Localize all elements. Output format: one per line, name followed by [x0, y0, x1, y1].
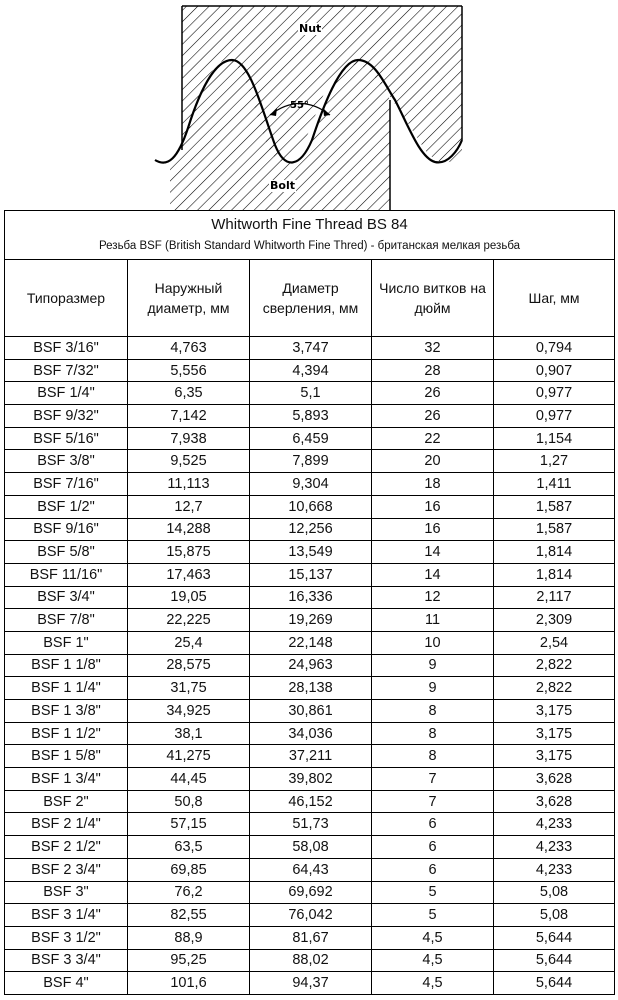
cell-drill-diameter: 37,211 [250, 745, 372, 768]
cell-drill-diameter: 3,747 [250, 337, 372, 360]
table-row [5, 609, 615, 632]
cell-size: BSF 1 3/8" [5, 700, 128, 723]
cell-size: BSF 3 1/2" [5, 926, 128, 949]
cell-size: BSF 1/2" [5, 495, 128, 518]
table-row [5, 541, 615, 564]
table-header-row [5, 260, 615, 337]
cell-outer-diameter: 44,45 [128, 768, 250, 791]
table-title: Whitworth Fine Thread BS 84 [211, 215, 408, 233]
cell-pitch: 1,587 [494, 518, 615, 541]
table-row [5, 677, 615, 700]
cell-pitch: 3,628 [494, 790, 615, 813]
cell-drill-diameter: 7,899 [250, 450, 372, 473]
cell-pitch: 1,27 [494, 450, 615, 473]
cell-threads-per-inch: 4,5 [372, 972, 494, 995]
cell-threads-per-inch: 28 [372, 359, 494, 382]
cell-size: BSF 1" [5, 631, 128, 654]
cell-threads-per-inch: 14 [372, 563, 494, 586]
thread-profile-diagram [0, 0, 618, 210]
cell-outer-diameter: 38,1 [128, 722, 250, 745]
cell-drill-diameter: 94,37 [250, 972, 372, 995]
table-row [5, 972, 615, 995]
table-row [5, 745, 615, 768]
cell-size: BSF 3/16" [5, 337, 128, 360]
cell-outer-diameter: 22,225 [128, 609, 250, 632]
cell-drill-diameter: 5,893 [250, 405, 372, 428]
cell-outer-diameter: 6,35 [128, 382, 250, 405]
cell-pitch: 2,822 [494, 677, 615, 700]
cell-drill-diameter: 51,73 [250, 813, 372, 836]
cell-outer-diameter: 82,55 [128, 904, 250, 927]
cell-size: BSF 2 1/2" [5, 836, 128, 859]
cell-size: BSF 3 1/4" [5, 904, 128, 927]
cell-outer-diameter: 41,275 [128, 745, 250, 768]
cell-outer-diameter: 7,938 [128, 427, 250, 450]
cell-threads-per-inch: 20 [372, 450, 494, 473]
cell-pitch: 1,154 [494, 427, 615, 450]
cell-drill-diameter: 15,137 [250, 563, 372, 586]
cell-size: BSF 3 3/4" [5, 949, 128, 972]
cell-size: BSF 2 1/4" [5, 813, 128, 836]
bsf-thread-table [4, 210, 614, 995]
table-row [5, 631, 615, 654]
cell-pitch: 0,907 [494, 359, 615, 382]
cell-pitch: 5,644 [494, 972, 615, 995]
table-row [5, 858, 615, 881]
cell-pitch: 2,54 [494, 631, 615, 654]
cell-size: BSF 1 5/8" [5, 745, 128, 768]
cell-size: BSF 7/16" [5, 473, 128, 496]
cell-threads-per-inch: 16 [372, 518, 494, 541]
table-row [5, 700, 615, 723]
cell-drill-diameter: 69,692 [250, 881, 372, 904]
cell-pitch: 1,411 [494, 473, 615, 496]
cell-threads-per-inch: 5 [372, 881, 494, 904]
cell-threads-per-inch: 32 [372, 337, 494, 360]
cell-pitch: 3,628 [494, 768, 615, 791]
cell-size: BSF 11/16" [5, 563, 128, 586]
header-size: Типоразмер [5, 260, 128, 337]
cell-size: BSF 1 1/8" [5, 654, 128, 677]
cell-threads-per-inch: 8 [372, 745, 494, 768]
cell-threads-per-inch: 4,5 [372, 926, 494, 949]
cell-pitch: 3,175 [494, 700, 615, 723]
table-row [5, 473, 615, 496]
cell-drill-diameter: 6,459 [250, 427, 372, 450]
table-row [5, 813, 615, 836]
cell-threads-per-inch: 9 [372, 654, 494, 677]
cell-outer-diameter: 5,556 [128, 359, 250, 382]
cell-outer-diameter: 12,7 [128, 495, 250, 518]
cell-size: BSF 1/4" [5, 382, 128, 405]
cell-threads-per-inch: 6 [372, 813, 494, 836]
cell-drill-diameter: 16,336 [250, 586, 372, 609]
table-row [5, 722, 615, 745]
cell-pitch: 1,814 [494, 563, 615, 586]
table-row [5, 405, 615, 428]
cell-threads-per-inch: 9 [372, 677, 494, 700]
cell-outer-diameter: 11,113 [128, 473, 250, 496]
cell-drill-diameter: 64,43 [250, 858, 372, 881]
table-row [5, 586, 615, 609]
cell-size: BSF 4" [5, 972, 128, 995]
angle-label: 55° [290, 100, 309, 111]
cell-outer-diameter: 28,575 [128, 654, 250, 677]
table-row [5, 337, 615, 360]
cell-threads-per-inch: 5 [372, 904, 494, 927]
cell-pitch: 0,977 [494, 382, 615, 405]
cell-pitch: 2,117 [494, 586, 615, 609]
cell-size: BSF 1 1/2" [5, 722, 128, 745]
cell-size: BSF 3/4" [5, 586, 128, 609]
cell-drill-diameter: 10,668 [250, 495, 372, 518]
cell-pitch: 1,587 [494, 495, 615, 518]
cell-size: BSF 1 1/4" [5, 677, 128, 700]
cell-pitch: 4,233 [494, 813, 615, 836]
cell-size: BSF 2 3/4" [5, 858, 128, 881]
cell-pitch: 5,644 [494, 949, 615, 972]
cell-drill-diameter: 28,138 [250, 677, 372, 700]
cell-threads-per-inch: 6 [372, 858, 494, 881]
cell-drill-diameter: 58,08 [250, 836, 372, 859]
table-title-row [5, 211, 615, 260]
cell-threads-per-inch: 10 [372, 631, 494, 654]
cell-drill-diameter: 46,152 [250, 790, 372, 813]
cell-size: BSF 2" [5, 790, 128, 813]
cell-outer-diameter: 101,6 [128, 972, 250, 995]
cell-outer-diameter: 57,15 [128, 813, 250, 836]
table-row [5, 881, 615, 904]
table-row [5, 926, 615, 949]
cell-drill-diameter: 13,549 [250, 541, 372, 564]
cell-drill-diameter: 30,861 [250, 700, 372, 723]
cell-pitch: 4,233 [494, 858, 615, 881]
cell-outer-diameter: 63,5 [128, 836, 250, 859]
cell-outer-diameter: 69,85 [128, 858, 250, 881]
cell-drill-diameter: 76,042 [250, 904, 372, 927]
cell-drill-diameter: 81,67 [250, 926, 372, 949]
cell-size: BSF 7/32" [5, 359, 128, 382]
table-row [5, 495, 615, 518]
header-outer-diameter: Наружный диаметр, мм [128, 260, 250, 337]
cell-threads-per-inch: 16 [372, 495, 494, 518]
cell-threads-per-inch: 7 [372, 790, 494, 813]
table-row [5, 654, 615, 677]
cell-pitch: 3,175 [494, 722, 615, 745]
cell-drill-diameter: 22,148 [250, 631, 372, 654]
cell-drill-diameter: 24,963 [250, 654, 372, 677]
cell-outer-diameter: 15,875 [128, 541, 250, 564]
cell-outer-diameter: 4,763 [128, 337, 250, 360]
table-row [5, 359, 615, 382]
cell-threads-per-inch: 26 [372, 405, 494, 428]
cell-pitch: 1,814 [494, 541, 615, 564]
table-row [5, 790, 615, 813]
table-row [5, 563, 615, 586]
cell-pitch: 2,822 [494, 654, 615, 677]
cell-size: BSF 5/8" [5, 541, 128, 564]
cell-threads-per-inch: 22 [372, 427, 494, 450]
cell-outer-diameter: 31,75 [128, 677, 250, 700]
cell-threads-per-inch: 7 [372, 768, 494, 791]
cell-drill-diameter: 5,1 [250, 382, 372, 405]
cell-size: BSF 3/8" [5, 450, 128, 473]
cell-threads-per-inch: 8 [372, 700, 494, 723]
cell-outer-diameter: 7,142 [128, 405, 250, 428]
cell-threads-per-inch: 14 [372, 541, 494, 564]
cell-outer-diameter: 88,9 [128, 926, 250, 949]
table-row [5, 836, 615, 859]
cell-threads-per-inch: 4,5 [372, 949, 494, 972]
table-subtitle: Резьба BSF (British Standard Whitworth Fine Thred) - британская мелкая резьба [98, 239, 521, 252]
cell-outer-diameter: 14,288 [128, 518, 250, 541]
cell-size: BSF 1 3/4" [5, 768, 128, 791]
cell-pitch: 5,08 [494, 904, 615, 927]
cell-size: BSF 5/16" [5, 427, 128, 450]
table-row [5, 904, 615, 927]
table-row [5, 518, 615, 541]
cell-outer-diameter: 19,05 [128, 586, 250, 609]
cell-pitch: 4,233 [494, 836, 615, 859]
cell-pitch: 2,309 [494, 609, 615, 632]
bolt-label: Bolt [270, 179, 295, 192]
header-drill-diameter: Диаметр сверления, мм [250, 260, 372, 337]
cell-size: BSF 9/32" [5, 405, 128, 428]
cell-drill-diameter: 88,02 [250, 949, 372, 972]
cell-threads-per-inch: 18 [372, 473, 494, 496]
table-row [5, 949, 615, 972]
cell-pitch: 3,175 [494, 745, 615, 768]
cell-drill-diameter: 39,802 [250, 768, 372, 791]
cell-size: BSF 9/16" [5, 518, 128, 541]
cell-outer-diameter: 25,4 [128, 631, 250, 654]
table-row [5, 768, 615, 791]
cell-threads-per-inch: 8 [372, 722, 494, 745]
cell-outer-diameter: 95,25 [128, 949, 250, 972]
cell-threads-per-inch: 12 [372, 586, 494, 609]
cell-drill-diameter: 34,036 [250, 722, 372, 745]
header-pitch: Шаг, мм [494, 260, 615, 337]
nut-label: Nut [299, 22, 322, 35]
cell-drill-diameter: 9,304 [250, 473, 372, 496]
cell-outer-diameter: 76,2 [128, 881, 250, 904]
cell-size: BSF 7/8" [5, 609, 128, 632]
cell-size: BSF 3" [5, 881, 128, 904]
cell-outer-diameter: 17,463 [128, 563, 250, 586]
cell-drill-diameter: 4,394 [250, 359, 372, 382]
cell-pitch: 0,977 [494, 405, 615, 428]
cell-threads-per-inch: 11 [372, 609, 494, 632]
table-title-cell [5, 211, 615, 260]
cell-outer-diameter: 50,8 [128, 790, 250, 813]
cell-threads-per-inch: 6 [372, 836, 494, 859]
cell-pitch: 5,644 [494, 926, 615, 949]
cell-threads-per-inch: 26 [372, 382, 494, 405]
cell-outer-diameter: 34,925 [128, 700, 250, 723]
cell-outer-diameter: 9,525 [128, 450, 250, 473]
thread-table [4, 210, 615, 995]
cell-pitch: 0,794 [494, 337, 615, 360]
cell-pitch: 5,08 [494, 881, 615, 904]
table-row [5, 450, 615, 473]
header-threads-per-inch: Число витков на дюйм [372, 260, 494, 337]
cell-drill-diameter: 12,256 [250, 518, 372, 541]
table-row [5, 382, 615, 405]
table-row [5, 427, 615, 450]
cell-drill-diameter: 19,269 [250, 609, 372, 632]
